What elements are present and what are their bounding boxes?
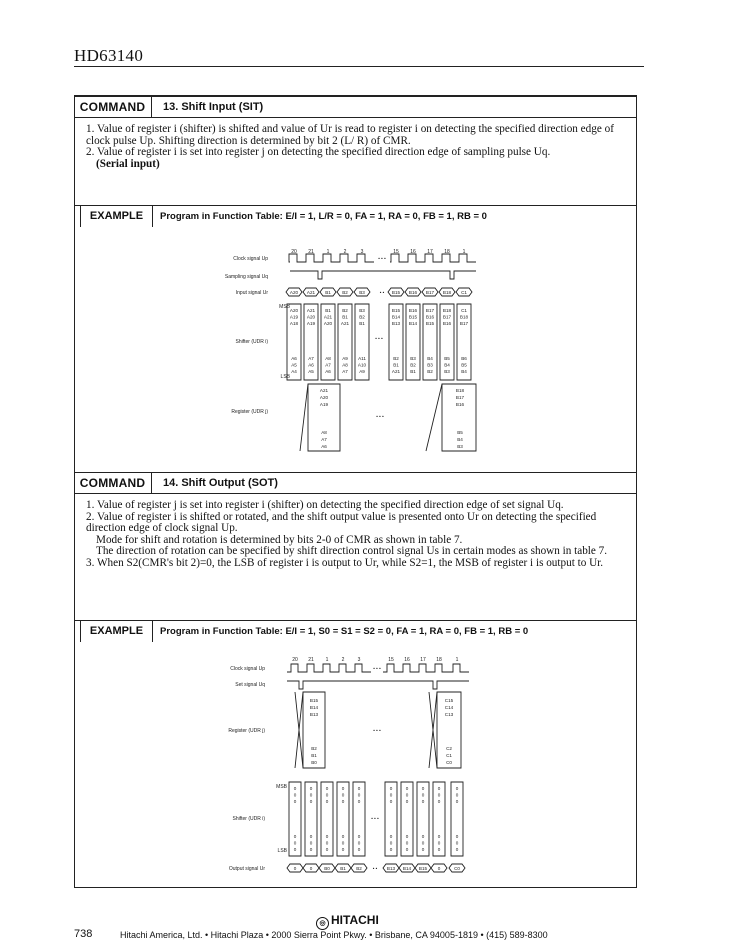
input-bit-label: A21: [306, 290, 316, 295]
register-bit-label: A6: [321, 444, 327, 449]
register-bit-label: A8: [321, 430, 327, 435]
shifter-bit-label: 0: [341, 834, 345, 839]
clock-tick-label: 16: [410, 249, 416, 255]
shifter-bit-label: 0: [325, 786, 329, 791]
shifter-bit-label: A19: [306, 321, 316, 326]
shifter-bit-label: 0: [437, 799, 441, 804]
shifter-bit-label: B1: [342, 314, 348, 320]
output-bit-label: B2: [356, 866, 362, 871]
output-bit-label: C0: [454, 866, 460, 871]
register-bit-label: C2: [446, 746, 452, 751]
example14-text: Program in Function Table: E/I = 1, S0 = S1 = S2 = 0, FA = 1, RA = 0, FB = 1, RB = 0: [160, 626, 529, 637]
command13-label: COMMAND: [74, 97, 152, 117]
shifter-bit-label: 0: [325, 840, 329, 846]
output-bit-label: 0: [309, 866, 313, 871]
shifter-bit-label: 0: [357, 799, 361, 804]
shifter-bit-label: 0: [405, 840, 409, 846]
shifter-bit-label: B1: [359, 321, 365, 326]
register-bit-label: B1: [311, 753, 317, 758]
shifter-bit-label: B2: [393, 356, 399, 361]
shifter-bit-label: B6: [461, 356, 467, 361]
shifter-bit-label: A5: [291, 362, 297, 368]
shifter-bit-label: 0: [341, 847, 345, 852]
shifter-bit-label: 0: [389, 834, 393, 839]
clock-ellipsis: • • •: [373, 666, 381, 671]
shifter-bit-label: B3: [359, 308, 365, 313]
output-bit-label: B0: [324, 866, 330, 871]
shifter-bit-label: 0: [309, 834, 313, 839]
output-bit-label: B15: [418, 866, 428, 871]
shifter-bit-label: 0: [455, 786, 459, 791]
shifter-bit-label: 0: [437, 834, 441, 839]
command14-item-1: 1. Value of register j is set into register i (shifter) on detecting the specified direction edge of set signal Uq.: [86, 499, 564, 511]
command14-label: COMMAND: [74, 473, 152, 493]
clock-tick-label: 18: [444, 249, 450, 255]
msb-label: MSB: [276, 784, 287, 790]
shifter-bit-label: 0: [405, 786, 409, 791]
command13-header: [74, 96, 637, 118]
example14-row: [74, 620, 637, 642]
shifter-bit-label: 0: [455, 799, 459, 804]
hitachi-mark-icon: ◎: [316, 917, 329, 930]
shifter-bit-label: B15: [391, 308, 401, 313]
shifter-bit-label: 0: [341, 786, 345, 791]
clock-tick-label: 1: [455, 657, 459, 663]
register-bit-label: A21: [319, 388, 329, 393]
signal-label: Output signal Ur: [228, 866, 265, 872]
signal-label: Shifter (UDR i): [232, 816, 265, 822]
lsb-label: LSB: [277, 848, 287, 854]
shift-input-timing-diagram: [190, 246, 490, 458]
shifter-bit-label: B2: [410, 362, 416, 368]
shifter-bit-label: A5: [308, 369, 314, 374]
shifter-bit-label: 0: [421, 834, 425, 839]
shifter-bit-label: 0: [325, 792, 329, 798]
shifter-bit-label: B3: [410, 356, 416, 361]
shifter-bit-label: 0: [455, 834, 459, 839]
register-bit-label: C13: [444, 712, 454, 717]
shifter-bit-label: A6: [325, 369, 331, 374]
example14-label: EXAMPLE: [80, 621, 153, 642]
register-bit-label: B13: [309, 712, 319, 717]
shifter-bit-label: 0: [389, 792, 393, 798]
shifter-bit-label: 0: [389, 847, 393, 852]
shifter-bit-label: B3: [444, 369, 450, 374]
clock-tick-label: 1: [326, 249, 330, 255]
shifter-bit-label: B2: [427, 369, 433, 374]
shifter-bit-label: B5: [461, 362, 467, 368]
shifter-bit-label: A9: [342, 356, 348, 361]
shifter-bit-label: A7: [308, 356, 314, 361]
signal-label: Register (UDR j): [228, 728, 265, 734]
shifter-bit-label: B15: [408, 314, 418, 320]
clock-tick-label: 3: [360, 249, 364, 255]
clock-tick-label: 21: [308, 657, 314, 663]
register-ellipsis: • • •: [376, 414, 384, 419]
shifter-bit-label: B4: [444, 362, 450, 368]
command14-title: 14. Shift Output (SOT): [163, 477, 278, 489]
input-bit-label: B3: [359, 290, 365, 295]
shifter-bit-label: A9: [359, 369, 365, 374]
shifter-bit-label: B3: [427, 362, 433, 368]
shifter-bit-label: A21: [323, 314, 333, 320]
register-bit-label: A7: [321, 437, 327, 442]
input-bit-label: B15: [391, 290, 401, 295]
shifter-bit-label: 0: [293, 840, 297, 846]
shifter-bit-label: 0: [309, 799, 313, 804]
input-bit-label: C1: [461, 290, 467, 295]
signal-label: Sampling signal Uq: [224, 274, 268, 280]
clock-tick-label: 20: [292, 657, 298, 663]
clock-tick-label: 2: [341, 657, 345, 663]
shifter-bit-label: 0: [325, 834, 329, 839]
register-bit-label: B0: [311, 760, 317, 765]
command14-description: [86, 500, 634, 570]
shifter-bit-label: A10: [357, 362, 367, 368]
lsb-label: LSB: [280, 374, 290, 380]
shifter-bit-label: 0: [341, 792, 345, 798]
shifter-bit-label: 0: [357, 834, 361, 839]
clock-tick-label: 18: [436, 657, 442, 663]
register-bit-label: C1: [446, 753, 452, 758]
shift-output-timing-diagram: [225, 652, 495, 878]
shifter-ellipsis: • • •: [371, 816, 379, 821]
shifter-bit-label: 0: [341, 840, 345, 846]
sampling-waveform: [290, 271, 476, 279]
signal-label: Clock signal Up: [230, 666, 265, 672]
shifter-bit-label: 0: [357, 786, 361, 791]
register-bit-label: B3: [457, 444, 463, 449]
hitachi-logo: [316, 913, 379, 930]
shifter-bit-label: A21: [340, 321, 350, 326]
clock-tick-label: 17: [427, 249, 433, 255]
brand-name: HITACHI: [331, 913, 379, 927]
signal-label: Register (UDR j): [231, 409, 268, 415]
signal-label: Clock signal Up: [233, 256, 268, 262]
shifter-bit-label: B5: [444, 356, 450, 361]
signal-label: Shifter (UDR i): [235, 339, 268, 345]
shifter-bit-label: A6: [291, 356, 297, 361]
register-bit-label: B5: [457, 430, 463, 435]
shifter-bit-label: 0: [405, 799, 409, 804]
publisher-address: Hitachi America, Ltd. • Hitachi Plaza • 2000 Sierra Point Pkwy. • Brisbane, CA 94005-1819 • (415) 589-8300: [120, 930, 548, 940]
clock-ellipsis: • • •: [378, 256, 386, 261]
shifter-bit-label: 0: [437, 847, 441, 852]
input-bit-label: B17: [425, 290, 435, 295]
clock-tick-label: 16: [404, 657, 410, 663]
shifter-bit-label: 0: [325, 847, 329, 852]
clock-tick-label: 1: [462, 249, 466, 255]
output-bit-label: B14: [402, 866, 412, 871]
page-number: 738: [74, 928, 93, 940]
clock-tick-label: 15: [388, 657, 394, 663]
shifter-bit-label: 0: [293, 792, 297, 798]
shifter-bit-label: 0: [325, 799, 329, 804]
shifter-bit-label: B1: [393, 362, 399, 368]
register-bit-label: C0: [446, 760, 452, 765]
msb-label: MSB: [279, 304, 290, 310]
shifter-bit-label: C1: [461, 308, 467, 313]
clock-tick-label: 21: [308, 249, 314, 255]
shifter-bit-label: 0: [437, 786, 441, 791]
shifter-bit-label: A8: [325, 356, 331, 361]
shifter-bit-label: B1: [325, 308, 331, 313]
shifter-bit-label: B14: [408, 321, 418, 326]
shifter-bit-label: B16: [425, 314, 435, 320]
clock-tick-label: 15: [393, 249, 399, 255]
shifter-bit-label: A11: [358, 356, 366, 361]
clock-tick-label: 2: [343, 249, 347, 255]
shifter-bit-label: 0: [405, 847, 409, 852]
shifter-bit-label: A20: [323, 321, 333, 326]
set-waveform: [287, 681, 469, 689]
shifter-bit-label: A20: [306, 314, 316, 320]
shifter-bit-label: B18: [459, 314, 469, 320]
register-bit-label: B16: [455, 402, 465, 407]
shifter-bit-label: A6: [308, 362, 314, 368]
signal-label: Input signal Ur: [235, 290, 268, 296]
shifter-bit-label: A18: [289, 321, 299, 326]
register-bit-label: B18: [455, 388, 465, 393]
shifter-bit-label: B15: [425, 321, 435, 326]
register-ellipsis: • • •: [373, 728, 381, 733]
command14-item-3: 3. When S2(CMR's bit 2)=0, the LSB of register i is output to Ur, while S2=1, the MSB of register i is output to Ur.: [86, 556, 604, 569]
output-bit-label: B13: [386, 866, 396, 871]
shifter-bit-label: 0: [421, 840, 425, 846]
shifter-bit-label: 0: [357, 840, 361, 846]
shifter-bit-label: 0: [437, 840, 441, 846]
register-bit-label: C15: [444, 698, 454, 703]
register-bit-label: A20: [319, 395, 329, 400]
register-bit-label: B14: [309, 705, 319, 710]
example13-text: Program in Function Table: E/I = 1, L/R = 0, FA = 1, RA = 0, FB = 1, RB = 0: [160, 211, 487, 222]
command13-item-2: 2. Value of register i is set into register j on detecting the specified direction edge of sampling pulse Uq.: [86, 146, 551, 159]
command13-title: 13. Shift Input (SIT): [163, 101, 264, 113]
clock-tick-label: 17: [420, 657, 426, 663]
shifter-bit-label: B18: [442, 308, 452, 313]
document-title: HD63140: [74, 46, 144, 65]
shifter-bit-label: 0: [389, 799, 393, 804]
register-bit-label: A19: [319, 402, 329, 407]
input-bit-label: B18: [442, 290, 452, 295]
shifter-bit-label: B16: [408, 308, 418, 313]
command13-note: (Serial input): [96, 157, 160, 170]
shifter-bit-label: A7: [325, 362, 331, 368]
input-bit-label: A20: [289, 290, 299, 295]
shifter-bit-label: B17: [442, 314, 452, 320]
input-bit-label: B16: [408, 290, 418, 295]
title-rule: [74, 66, 644, 67]
shifter-bit-label: 0: [455, 840, 459, 846]
output-ellipsis: • •: [372, 866, 378, 871]
input-bit-label: B2: [342, 290, 348, 295]
shifter-bit-label: 0: [455, 847, 459, 852]
shifter-bit-label: 0: [405, 834, 409, 839]
shifter-bit-label: B13: [391, 321, 401, 326]
clock-tick-label: 3: [357, 657, 361, 663]
shifter-bit-label: 0: [309, 840, 313, 846]
register-bit-label: B17: [455, 395, 465, 400]
shifter-bit-label: A21: [306, 308, 316, 313]
shifter-bit-label: 0: [421, 792, 425, 798]
shifter-bit-label: 0: [293, 786, 297, 791]
shifter-bit-label: A7: [342, 369, 348, 374]
signal-label: Set signal Uq: [235, 682, 265, 688]
shifter-bit-label: B4: [461, 369, 467, 374]
example13-label: EXAMPLE: [80, 206, 153, 227]
shifter-bit-label: B1: [410, 369, 416, 374]
output-bit-label: B1: [340, 866, 346, 871]
example13-row: [74, 205, 637, 227]
shifter-bit-label: 0: [309, 786, 313, 791]
register-bit-label: B2: [311, 746, 317, 751]
input-bit-label: B1: [325, 290, 331, 295]
register-bit-label: B4: [457, 437, 463, 442]
command14-item-2-direction: The direction of rotation can be specified by shift direction control signal Us in certain modes as shown in table 7.: [96, 545, 608, 558]
shifter-bit-label: B17: [425, 308, 435, 313]
shifter-bit-label: 0: [455, 792, 459, 798]
shifter-bit-label: 0: [293, 847, 297, 852]
shifter-bit-label: B2: [359, 314, 365, 320]
register-bit-label: B15: [309, 698, 319, 703]
shifter-bit-label: A20: [289, 308, 299, 313]
shifter-bit-label: 0: [357, 847, 361, 852]
shifter-bit-label: B17: [459, 321, 469, 326]
shifter-bit-label: 0: [341, 799, 345, 804]
shifter-bit-label: A19: [289, 314, 299, 320]
output-bit-label: 0: [293, 866, 297, 871]
shifter-bit-label: 0: [421, 847, 425, 852]
output-bit-label: 0: [437, 866, 441, 871]
shifter-bit-label: B4: [427, 356, 433, 361]
shifter-bit-label: 0: [421, 799, 425, 804]
shifter-bit-label: 0: [309, 792, 313, 798]
shifter-bit-label: 0: [389, 786, 393, 791]
shifter-bit-label: 0: [389, 840, 393, 846]
shifter-bit-label: A4: [291, 369, 297, 374]
shifter-bit-label: B16: [442, 321, 452, 326]
command13-item-1: 1. Value of register i (shifter) is shifted and value of Ur is read to register i on detecting the specified direction edge of clock pulse Up. Shifting direction is determined by bit 2 (L/ R) of CMR.: [86, 123, 614, 147]
shifter-bit-label: A8: [342, 362, 348, 368]
shifter-bit-label: A21: [391, 369, 401, 374]
shifter-ellipsis: • • •: [375, 336, 383, 341]
shifter-bit-label: 0: [293, 799, 297, 804]
shifter-bit-label: 0: [437, 792, 441, 798]
shifter-bit-label: B2: [342, 308, 348, 313]
input-ellipsis: • •: [379, 290, 385, 295]
clock-tick-label: 1: [325, 657, 329, 663]
command14-item-2: 2. Value of register i is shifted or rotated, and the shift output value is presented onto Ur on detecting the specified direction edge of clock signal Up.: [86, 510, 597, 535]
shifter-bit-label: 0: [293, 834, 297, 839]
shifter-bit-label: 0: [405, 792, 409, 798]
command14-item-2-mode: Mode for shift and rotation is determined by bits 2-0 of CMR as shown in table 7.: [96, 533, 463, 546]
command14-header: [74, 472, 637, 494]
clock-tick-label: 20: [291, 249, 297, 255]
shifter-bit-label: 0: [309, 847, 313, 852]
register-bit-label: C14: [444, 705, 454, 710]
shifter-bit-label: 0: [421, 786, 425, 791]
command13-description: [86, 124, 634, 170]
shifter-bit-label: 0: [357, 792, 361, 798]
shifter-bit-label: B14: [391, 314, 401, 320]
